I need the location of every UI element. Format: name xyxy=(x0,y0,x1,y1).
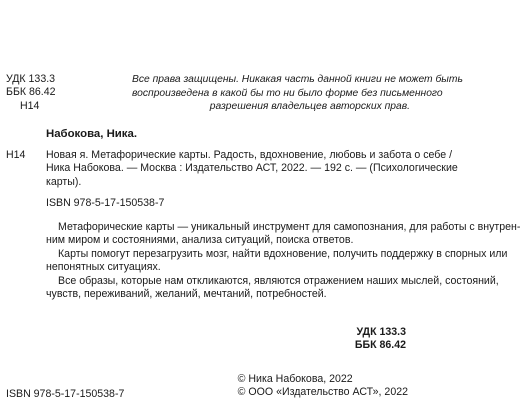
copyright-block xyxy=(238,373,408,400)
author-heading: Набокова, Ника. xyxy=(46,128,138,140)
bib-line: карты). xyxy=(46,175,82,188)
udk-code-bottom: УДК 133.3 xyxy=(356,326,406,338)
udk-code: УДК 133.3 xyxy=(6,73,56,85)
author-sign: Н14 xyxy=(20,99,40,112)
annotation xyxy=(46,221,520,301)
classification-bottom xyxy=(355,326,406,353)
annotation-line: Все образы, которые нам откликаются, являются отражением наших мыслей, состояний, xyxy=(58,274,499,287)
bibliographic-record xyxy=(46,149,458,189)
bib-line: Новая я. Метафорические карты. Радость, вдохновение, любовь и забота о себе / xyxy=(46,149,453,161)
annotation-line: Метафорические карты — уникальный инструмент для самопознания, для работы с внутрен- xyxy=(58,221,520,233)
rights-line: разрешения владельцев авторских прав. xyxy=(209,101,410,113)
annotation-line: ним миром и состояниями, анализа ситуаций, поиска ответов. xyxy=(46,234,354,247)
author-sign-secondary: Н14 xyxy=(6,149,26,161)
annotation-line: чувств, переживаний, желаний, мечтаний, потребностей. xyxy=(46,288,327,301)
annotation-line: непонятных ситуациях. xyxy=(46,261,161,274)
copyright-author: © Ника Набокова, 2022 xyxy=(237,373,353,385)
rights-notice xyxy=(132,73,463,114)
isbn-bottom: ISBN 978-5-17-150538-7 xyxy=(6,388,125,400)
classification-block xyxy=(6,73,56,113)
rights-line: воспроизведена в какой бы то ни было форме без письменного xyxy=(132,87,443,99)
bbk-code-bottom: ББК 86.42 xyxy=(354,339,406,352)
annotation-line: Карты помогут перезагрузить мозг, найти вдохновение, получить поддержку в спорных или xyxy=(58,247,508,260)
bbk-code: ББК 86.42 xyxy=(6,86,56,99)
bib-line: Ника Набокова. — Москва : Издательство АСТ, 2022. — 192 с. — (Психологические xyxy=(46,162,458,175)
isbn-top: ISBN 978-5-17-150538-7 xyxy=(46,197,165,209)
copyright-publisher: © ООО «Издательство АСТ», 2022 xyxy=(237,386,408,399)
rights-line: Все права защищены. Никакая часть данной книги не может быть xyxy=(132,74,463,85)
